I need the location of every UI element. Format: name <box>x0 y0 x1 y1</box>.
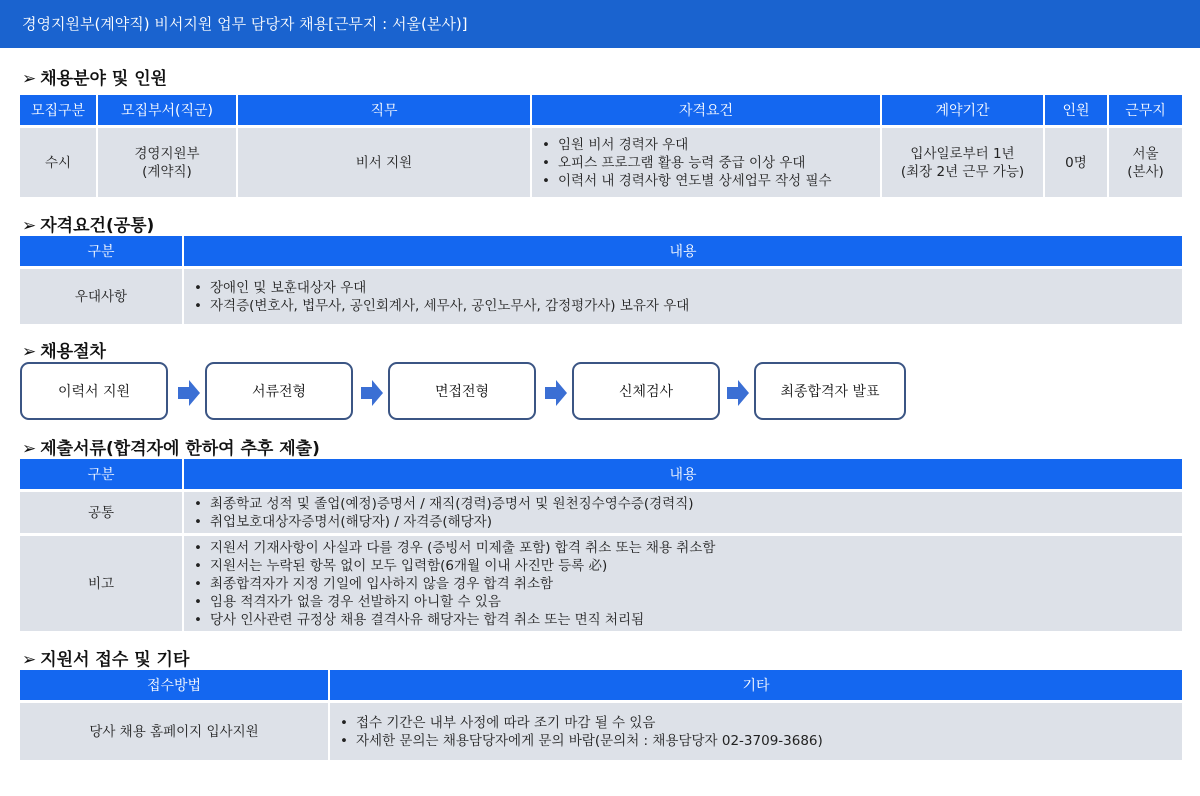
header-cell: 계약기간 <box>882 95 1045 125</box>
list-item: • 접수 기간은 내부 사정에 따라 조기 마감 될 수 있음 <box>336 714 1176 732</box>
docs-label: 공통 <box>20 489 184 533</box>
header-cell: 자격요건 <box>532 95 882 125</box>
apply-etc <box>330 700 1182 760</box>
header-cell: 직무 <box>238 95 532 125</box>
arrow-bullet-icon: ➢ <box>22 439 37 459</box>
table-header-row <box>20 95 1182 125</box>
right-arrow-icon <box>361 380 383 406</box>
header-cell: 접수방법 <box>20 670 330 700</box>
process-flow <box>20 362 1180 424</box>
table-header-row <box>20 236 1182 266</box>
right-arrow-icon <box>545 380 567 406</box>
list-item: • 임용 적격자가 없을 경우 선발하지 아니할 수 있음 <box>190 593 1176 611</box>
section-title-qualification: ➢ 자격요건(공통) <box>22 216 155 236</box>
section-title-apply: ➢ 지원서 접수 및 기타 <box>22 650 190 670</box>
header-cell: 구분 <box>20 236 184 266</box>
header-cell: 근무지 <box>1109 95 1182 125</box>
header-cell: 모집구분 <box>20 95 98 125</box>
list-item: • 자격증(변호사, 법무사, 공인회계사, 세무사, 공인노무사, 감정평가사) 보유자 우대 <box>190 297 1176 315</box>
docs-content <box>184 489 1182 533</box>
qualification-table <box>20 236 1182 324</box>
list-item: • 지원서 기재사항이 사실과 다를 경우 (증빙서 미제출 포함) 합격 취소 또는 채용 취소함 <box>190 539 1176 557</box>
table-row <box>20 125 1182 197</box>
recruit-dept: 경영지원부 (계약직) <box>98 125 238 197</box>
recruit-type: 수시 <box>20 125 98 197</box>
right-arrow-icon <box>727 380 749 406</box>
list-item: • 취업보호대상자증명서(해당자) / 자격증(해당자) <box>190 513 1176 531</box>
arrow-bullet-icon: ➢ <box>22 342 37 362</box>
recruit-job: 비서 지원 <box>238 125 532 197</box>
header-cell: 구분 <box>20 459 184 489</box>
header-cell: 인원 <box>1045 95 1109 125</box>
list-item: • 최종합격자가 지정 기일에 입사하지 않을 경우 합격 취소함 <box>190 575 1176 593</box>
qual-label: 우대사항 <box>20 266 184 324</box>
header-cell: 모집부서(직군) <box>98 95 238 125</box>
section-title-process: ➢ 채용절차 <box>22 342 106 362</box>
list-item: • 지원서는 누락된 항목 없이 모두 입력함(6개월 이내 사진만 등록 必) <box>190 557 1176 575</box>
process-step: 이력서 지원 <box>20 362 168 420</box>
list-item: • 이력서 내 경력사항 연도별 상세업무 작성 필수 <box>538 172 874 190</box>
table-header-row <box>20 459 1182 489</box>
recruit-requirements <box>532 125 882 197</box>
list-item: • 당사 인사관련 규정상 채용 결격사유 해당자는 합격 취소 또는 면직 처리됨 <box>190 611 1176 629</box>
list-item: • 오피스 프로그램 활용 능력 중급 이상 우대 <box>538 154 874 172</box>
docs-label: 비고 <box>20 533 184 631</box>
arrow-bullet-icon: ➢ <box>22 69 37 89</box>
recruit-location: 서울 (본사) <box>1109 125 1182 197</box>
table-row <box>20 700 1182 760</box>
docs-content <box>184 533 1182 631</box>
recruit-count: 0명 <box>1045 125 1109 197</box>
table-row <box>20 533 1182 631</box>
process-step: 면접전형 <box>388 362 536 420</box>
recruit-table <box>20 95 1182 197</box>
qual-content <box>184 266 1182 324</box>
title-bar <box>0 0 1200 48</box>
section-title-recruit: ➢ 채용분야 및 인원 <box>22 69 168 89</box>
list-item: • 자세한 문의는 채용담당자에게 문의 바람(문의처 : 채용담당자 02-3709-3686) <box>336 732 1176 750</box>
list-item: • 장애인 및 보훈대상자 우대 <box>190 279 1176 297</box>
process-step: 최종합격자 발표 <box>754 362 906 420</box>
table-row <box>20 489 1182 533</box>
recruit-period: 입사일로부터 1년 (최장 2년 근무 가능) <box>882 125 1045 197</box>
page-title: 경영지원부(계약직) 비서지원 업무 담당자 채용[근무지 : 서울(본사)] <box>22 15 468 33</box>
header-cell: 내용 <box>184 459 1182 489</box>
apply-table <box>20 670 1182 760</box>
header-cell: 내용 <box>184 236 1182 266</box>
header-cell: 기타 <box>330 670 1182 700</box>
table-row <box>20 266 1182 324</box>
table-header-row <box>20 670 1182 700</box>
documents-table <box>20 459 1182 631</box>
arrow-bullet-icon: ➢ <box>22 650 37 670</box>
process-step: 서류전형 <box>205 362 353 420</box>
process-step: 신체검사 <box>572 362 720 420</box>
list-item: • 임원 비서 경력자 우대 <box>538 136 874 154</box>
list-item: • 최종학교 성적 및 졸업(예정)증명서 / 재직(경력)증명서 및 원천징수영수증(경력직) <box>190 495 1176 513</box>
section-title-documents: ➢ 제출서류(합격자에 한하여 추후 제출) <box>22 439 320 459</box>
right-arrow-icon <box>178 380 200 406</box>
apply-method: 당사 채용 홈페이지 입사지원 <box>20 700 330 760</box>
arrow-bullet-icon: ➢ <box>22 216 37 236</box>
